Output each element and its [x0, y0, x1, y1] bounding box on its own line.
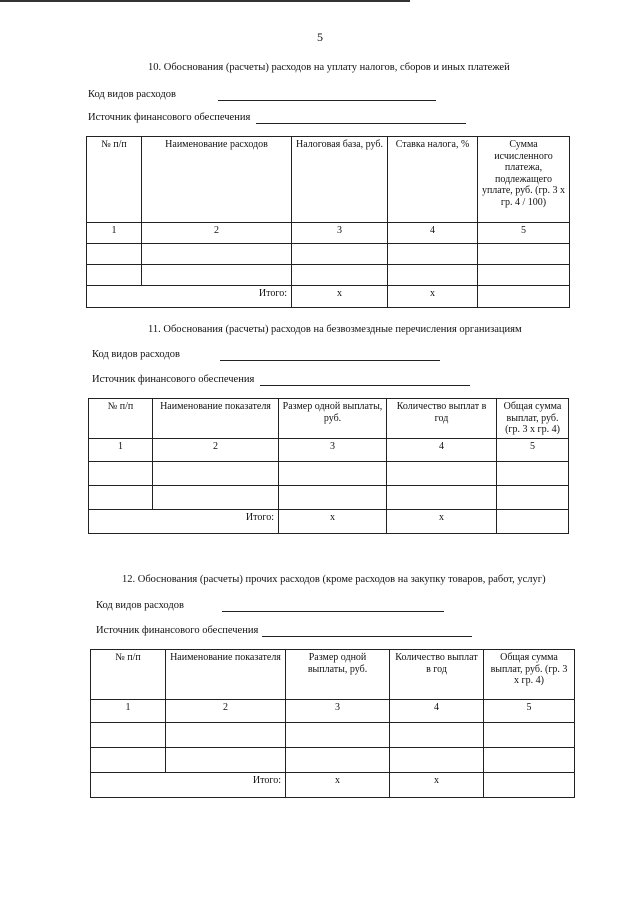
total-value-cell[interactable] [497, 510, 569, 534]
table-cell[interactable] [89, 462, 153, 486]
section-10-source-label: Источник финансового обеспечения [88, 112, 251, 123]
section-11-source-label: Источник финансового обеспечения [92, 374, 255, 385]
table-cell[interactable] [484, 723, 575, 748]
number-cell: 5 [497, 439, 569, 462]
table-cell[interactable] [91, 748, 166, 773]
header-cell: Размер одной выплаты, руб. [286, 650, 390, 700]
section-12-table [90, 649, 575, 798]
section-12-code-label: Код видов расходов [96, 600, 184, 611]
number-cell: 5 [478, 223, 570, 244]
section-10-code-input[interactable] [218, 100, 436, 101]
top-border-line [0, 0, 410, 2]
total-mark: х [292, 286, 388, 308]
header-cell: Размер одной выплаты, руб. [279, 399, 387, 439]
number-cell: 4 [388, 223, 478, 244]
total-mark: х [279, 510, 387, 534]
header-cell: Наименование показателя [166, 650, 286, 700]
number-cell: 3 [292, 223, 388, 244]
table-cell[interactable] [388, 265, 478, 286]
table-cell[interactable] [497, 486, 569, 510]
header-cell: Наименование расходов [142, 137, 292, 223]
table-cell[interactable] [87, 265, 142, 286]
table-cell[interactable] [390, 748, 484, 773]
table-cell[interactable] [142, 265, 292, 286]
section-12-source-label: Источник финансового обеспечения [96, 625, 259, 636]
number-cell: 1 [89, 439, 153, 462]
total-value-cell[interactable] [484, 773, 575, 798]
header-cell: Налоговая база, руб. [292, 137, 388, 223]
number-cell: 4 [390, 700, 484, 723]
table-cell[interactable] [279, 486, 387, 510]
empty-row [91, 723, 575, 748]
table-cell[interactable] [387, 486, 497, 510]
header-cell: № п/п [91, 650, 166, 700]
total-row [87, 286, 570, 308]
section-10-source-input[interactable] [256, 123, 466, 124]
section-12-code-input[interactable] [222, 611, 444, 612]
empty-row [89, 462, 569, 486]
header-cell: Наименование показателя [153, 399, 279, 439]
header-cell: Общая сумма выплат, руб. (гр. 3 х гр. 4) [497, 399, 569, 439]
total-row [91, 773, 575, 798]
total-value-cell[interactable] [478, 286, 570, 308]
section-10-table [86, 136, 570, 308]
number-cell: 3 [286, 700, 390, 723]
table-cell[interactable] [292, 265, 388, 286]
number-cell: 2 [153, 439, 279, 462]
header-row [89, 399, 569, 439]
section-11-source-input[interactable] [260, 385, 470, 386]
section-11-title: 11. Обоснования (расчеты) расходов на безвозмездные перечисления организациям [148, 324, 522, 335]
table-cell[interactable] [388, 244, 478, 265]
number-row [87, 223, 570, 244]
table-cell[interactable] [286, 723, 390, 748]
number-row [91, 700, 575, 723]
number-row [89, 439, 569, 462]
section-10-code-label: Код видов расходов [88, 89, 176, 100]
total-mark: х [387, 510, 497, 534]
table-cell[interactable] [166, 723, 286, 748]
total-label: Итого: [87, 286, 292, 308]
table-cell[interactable] [153, 486, 279, 510]
table-cell[interactable] [497, 462, 569, 486]
header-cell: Сумма исчисленного платежа, подлежащего уплате, руб. (гр. 3 х гр. 4 / 100) [478, 137, 570, 223]
table-cell[interactable] [484, 748, 575, 773]
empty-row [89, 486, 569, 510]
header-cell: Ставка налога, % [388, 137, 478, 223]
table-cell[interactable] [142, 244, 292, 265]
section-11-table [88, 398, 569, 534]
section-12-title: 12. Обоснования (расчеты) прочих расходов (кроме расходов на закупку товаров, работ, услуг) [122, 574, 546, 585]
number-cell: 1 [87, 223, 142, 244]
header-row [91, 650, 575, 700]
page-number: 5 [317, 30, 323, 44]
total-mark: х [390, 773, 484, 798]
header-cell: № п/п [89, 399, 153, 439]
table-cell[interactable] [478, 265, 570, 286]
number-cell: 2 [166, 700, 286, 723]
total-mark: х [286, 773, 390, 798]
empty-row [87, 265, 570, 286]
total-mark: х [388, 286, 478, 308]
number-cell: 1 [91, 700, 166, 723]
section-11-code-label: Код видов расходов [92, 349, 180, 360]
header-cell: Количество выплат в год [390, 650, 484, 700]
header-cell: Количество выплат в год [387, 399, 497, 439]
total-row [89, 510, 569, 534]
number-cell: 2 [142, 223, 292, 244]
total-label: Итого: [91, 773, 286, 798]
section-10-title: 10. Обоснования (расчеты) расходов на уплату налогов, сборов и иных платежей [148, 62, 510, 73]
table-cell[interactable] [87, 244, 142, 265]
number-cell: 4 [387, 439, 497, 462]
header-row [87, 137, 570, 223]
table-cell[interactable] [279, 462, 387, 486]
table-cell[interactable] [166, 748, 286, 773]
table-cell[interactable] [153, 462, 279, 486]
total-label: Итого: [89, 510, 279, 534]
number-cell: 3 [279, 439, 387, 462]
table-cell[interactable] [286, 748, 390, 773]
table-cell[interactable] [292, 244, 388, 265]
header-cell: № п/п [87, 137, 142, 223]
section-11-code-input[interactable] [220, 360, 440, 361]
table-cell[interactable] [390, 723, 484, 748]
table-cell[interactable] [478, 244, 570, 265]
empty-row [87, 244, 570, 265]
table-cell[interactable] [91, 723, 166, 748]
header-cell: Общая сумма выплат, руб. (гр. 3 х гр. 4) [484, 650, 575, 700]
empty-row [91, 748, 575, 773]
table-cell[interactable] [89, 486, 153, 510]
table-cell[interactable] [387, 462, 497, 486]
section-12-source-input[interactable] [262, 636, 472, 637]
number-cell: 5 [484, 700, 575, 723]
